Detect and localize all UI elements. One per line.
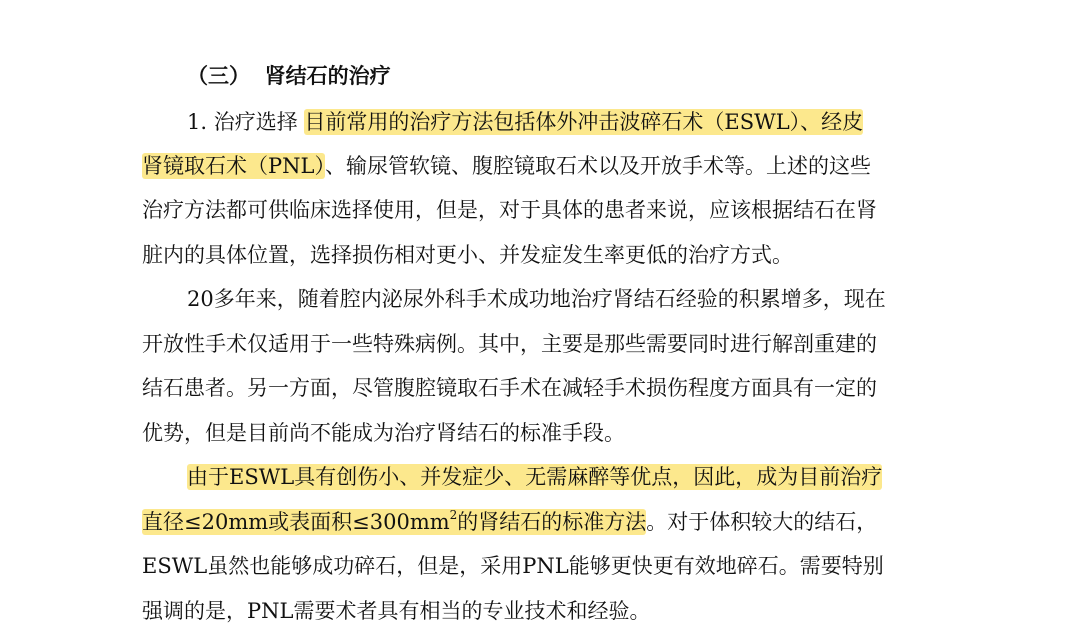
paragraph1-line4: 脏内的具体位置，选择损伤相对更小、并发症发生率更低的治疗方式。: [142, 243, 793, 267]
paragraph1-line2: [142, 148, 942, 184]
paragraph3-line2: [142, 504, 942, 540]
section-heading: （三） 肾结石的治疗: [187, 63, 391, 88]
paragraph2-line2: 开放性手术仅适用于一些特殊病例。其中，主要是那些需要同时进行解剖重建的: [142, 332, 877, 356]
highlight-span: 由于ESWL具有创伤小、并发症少、无需麻醉等优点，因此，成为目前治疗: [187, 465, 883, 489]
text-span: 、输尿管软镜、腹腔镜取石术以及开放手术等。上述的这些: [324, 154, 871, 178]
paragraph1-lead: 1. 治疗选择: [187, 110, 305, 134]
paragraph2-line3: 结石患者。另一方面，尽管腹腔镜取石手术在减轻手术损伤程度方面具有一定的: [142, 376, 877, 400]
paragraph3-line4: 强调的是，PNL需要术者具有相当的专业技术和经验。: [142, 599, 651, 623]
paragraph3-line3: ESWL虽然也能够成功碎石，但是，采用PNL能够更快更有效地碎石。需要特别: [142, 554, 884, 578]
highlight-span: 目前常用的治疗方法包括体外冲击波碎石术（ESWL）、经皮: [304, 110, 864, 134]
highlight-span: 肾镜取石术（PNL）: [142, 154, 325, 178]
text-span: 直径≤20mm或表面积≤300mm: [142, 510, 450, 534]
paragraph3-line1: [187, 459, 987, 495]
text-span: 。对于体积较大的结石，: [646, 510, 878, 534]
highlight-span: [142, 509, 646, 535]
text-span: 的肾结石的标准方法: [457, 510, 647, 534]
paragraph1-line3: 治疗方法都可供临床选择使用，但是，对于具体的患者来说，应该根据结石在肾: [142, 198, 877, 222]
superscript: 2: [449, 508, 458, 522]
paragraph2-line1: 20多年来，随着腔内泌尿外科手术成功地治疗肾结石经验的积累增多，现在: [187, 287, 886, 311]
paragraph1-line1: [187, 104, 987, 140]
paragraph2-line4: 优势，但是目前尚不能成为治疗肾结石的标准手段。: [142, 421, 625, 445]
